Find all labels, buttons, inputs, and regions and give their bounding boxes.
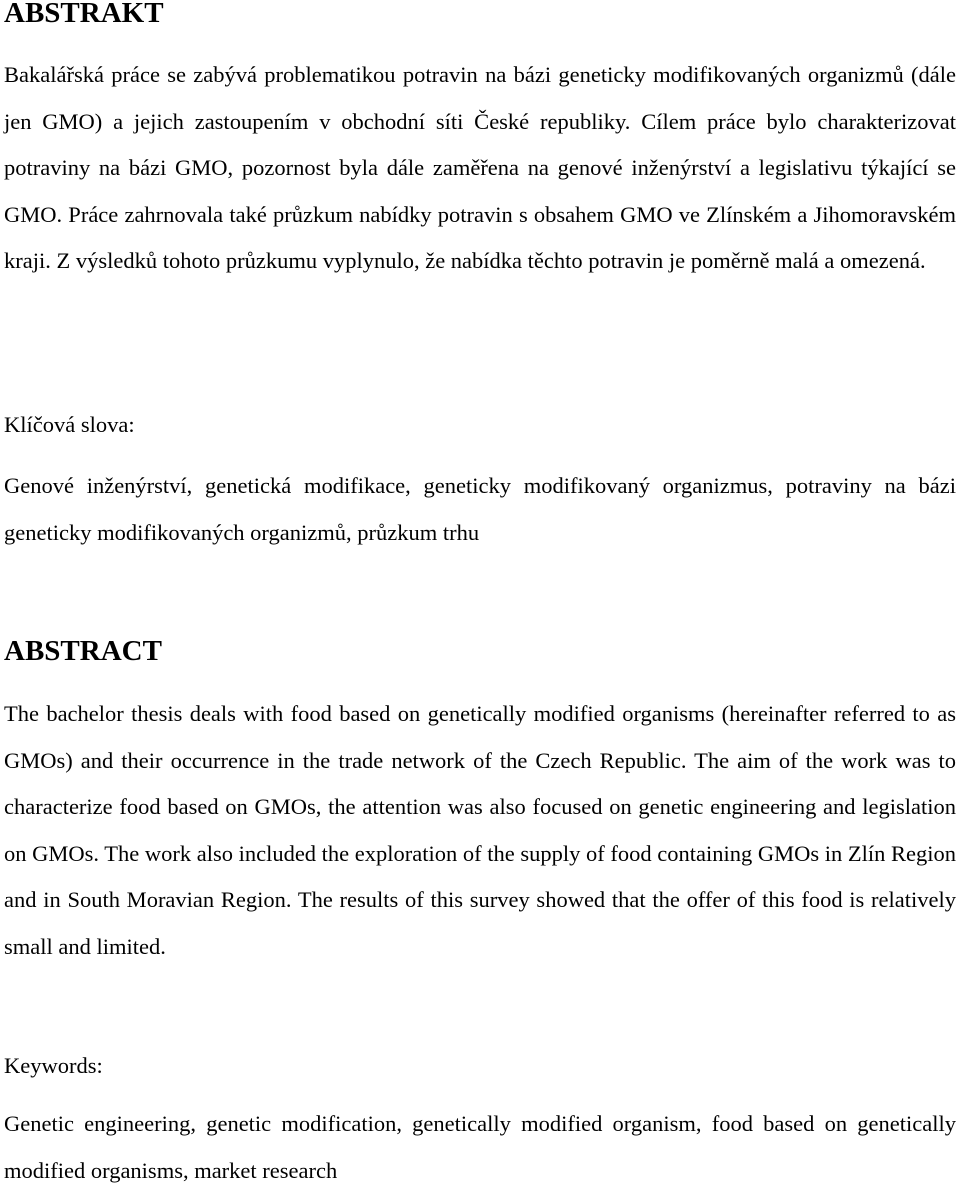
english-keywords-text: Genetic engineering, genetic modification, genetically modified organism, food based on genetically modified organisms, market research bbox=[4, 1111, 956, 1183]
czech-keywords-label: Klíčová slova: bbox=[4, 412, 135, 437]
english-keywords-label: Keywords: bbox=[4, 1053, 103, 1078]
czech-abstract-text: Bakalářská práce se zabývá problematikou potravin na bázi geneticky modifikovaných organizmů (dále jen GMO) a jejich zastoupením v obchodní síti České republiky. Cílem práce bylo charakterizovat potraviny na bázi GMO, pozornost byla dále zaměřena na genové inženýrství a legislativu týkající se GMO. Práce zahrnovala také průzkum nabídky potravin s obsahem GMO ve Zlínském a Jihomoravském kraji. Z výsledků tohoto průzkumu vyplynulo, že nabídka těchto potravin je poměrně malá a omezená. bbox=[4, 62, 956, 273]
czech-keywords-text: Genové inženýrství, genetická modifikace, geneticky modifikovaný organizmus, potraviny na bázi geneticky modifikovaných organizmů, průzkum trhu bbox=[4, 473, 956, 545]
english-abstract-text: The bachelor thesis deals with food based on genetically modified organisms (hereinafter referred to as GMOs) and their occurrence in the trade network of the Czech Republic. The aim of the work was to characterize food based on GMOs, the attention was also focused on genetic engineering and legislation on GMOs. The work also included the exploration of the supply of food containing GMOs in Zlín Region and in South Moravian Region. The results of this survey showed that the offer of this food is relatively small and limited. bbox=[4, 701, 956, 959]
czech-abstract-heading: ABSTRAKT bbox=[4, 0, 164, 29]
english-abstract-heading: ABSTRACT bbox=[4, 635, 162, 667]
